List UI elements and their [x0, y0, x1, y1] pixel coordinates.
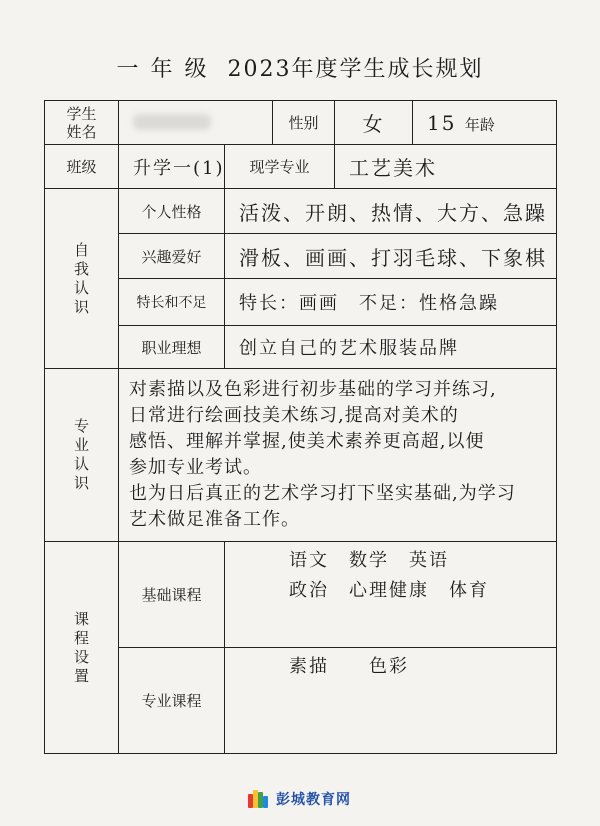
page-title — [0, 52, 600, 83]
major-courses-label: 专业课程 — [119, 648, 225, 754]
major-label: 现学专业 — [225, 145, 335, 189]
growth-plan-form — [44, 100, 557, 754]
section-char: 置 — [73, 666, 89, 685]
title-grade: 一年级 — [116, 57, 219, 82]
age-unit: 年龄 — [464, 116, 495, 134]
strengths-label: 特长和不足 — [119, 279, 225, 326]
professional-text — [119, 369, 557, 542]
section-char: 认 — [73, 455, 89, 473]
basic-courses-value — [225, 542, 557, 648]
career-label: 职业理想 — [119, 326, 225, 369]
name-label-cell — [45, 101, 119, 145]
essay-line: 艺术做足准备工作。 — [129, 509, 300, 530]
row-class — [45, 145, 557, 189]
basic-courses-label: 基础课程 — [119, 542, 225, 648]
basic-courses-line: 政治 心理健康 体育 — [289, 580, 489, 601]
name-label: 学生姓名 — [66, 104, 97, 141]
strengths-value: 特长：画画 不足：性格急躁 — [225, 279, 557, 326]
professional-section — [45, 369, 119, 542]
gender-label: 性别 — [273, 101, 335, 145]
books-icon — [248, 790, 270, 808]
title-rest: 年度学生成长规划 — [291, 57, 484, 82]
row-name — [45, 101, 557, 145]
class-value: 升学一(1) — [119, 145, 225, 189]
name-redacted — [133, 114, 211, 130]
major-value: 工艺美术 — [335, 145, 557, 189]
section-char: 我 — [73, 259, 89, 278]
essay-line: 对素描以及色彩进行初步基础的学习并练习, — [129, 379, 497, 400]
major-courses-line: 素描 色彩 — [289, 656, 409, 677]
age-value: 15 — [427, 110, 457, 135]
essay-line: 感悟、理解并掌握,使美术素养更高超,以便 — [129, 431, 485, 452]
essay-line: 也为日后真正的艺术学习打下坚实基础,为学习 — [129, 483, 516, 504]
personality-label: 个人性格 — [119, 189, 225, 234]
row-major-courses — [45, 648, 557, 754]
essay-line: 日常进行绘画技美术练习,提高对美术的 — [129, 405, 459, 426]
essay-line: 参加专业考试。 — [129, 457, 262, 478]
section-char: 设 — [73, 647, 89, 666]
section-char: 专 — [73, 417, 89, 435]
section-char: 认 — [73, 278, 89, 297]
courses-section — [45, 542, 119, 754]
career-value: 创立自己的艺术服装品牌 — [225, 326, 557, 369]
section-char: 业 — [73, 436, 89, 454]
site-brand: 彭城教育网 — [276, 792, 351, 808]
name-field — [119, 101, 273, 145]
section-char: 课 — [73, 609, 89, 628]
section-char: 识 — [73, 474, 89, 492]
section-char: 自 — [73, 240, 89, 259]
hobbies-label: 兴趣爱好 — [119, 234, 225, 279]
title-year: 2023 — [227, 57, 292, 82]
row-hobbies — [45, 234, 557, 279]
hobbies-value: 滑板、画画、打羽毛球、下象棋 — [225, 234, 557, 279]
class-label: 班级 — [45, 145, 119, 189]
row-professional — [45, 369, 557, 542]
section-char: 程 — [73, 628, 89, 647]
basic-courses-line: 语文 数学 英语 — [289, 550, 449, 571]
row-strengths — [45, 279, 557, 326]
self-awareness-section — [45, 189, 119, 369]
site-logo[interactable] — [248, 788, 351, 810]
major-courses-value — [225, 648, 557, 754]
row-career — [45, 326, 557, 369]
personality-value: 活泼、开朗、热情、大方、急躁 — [225, 189, 557, 234]
row-personality — [45, 189, 557, 234]
section-char: 识 — [73, 297, 89, 316]
gender-value: 女 — [335, 101, 413, 145]
row-basic-courses — [45, 542, 557, 648]
age-field — [413, 101, 557, 145]
